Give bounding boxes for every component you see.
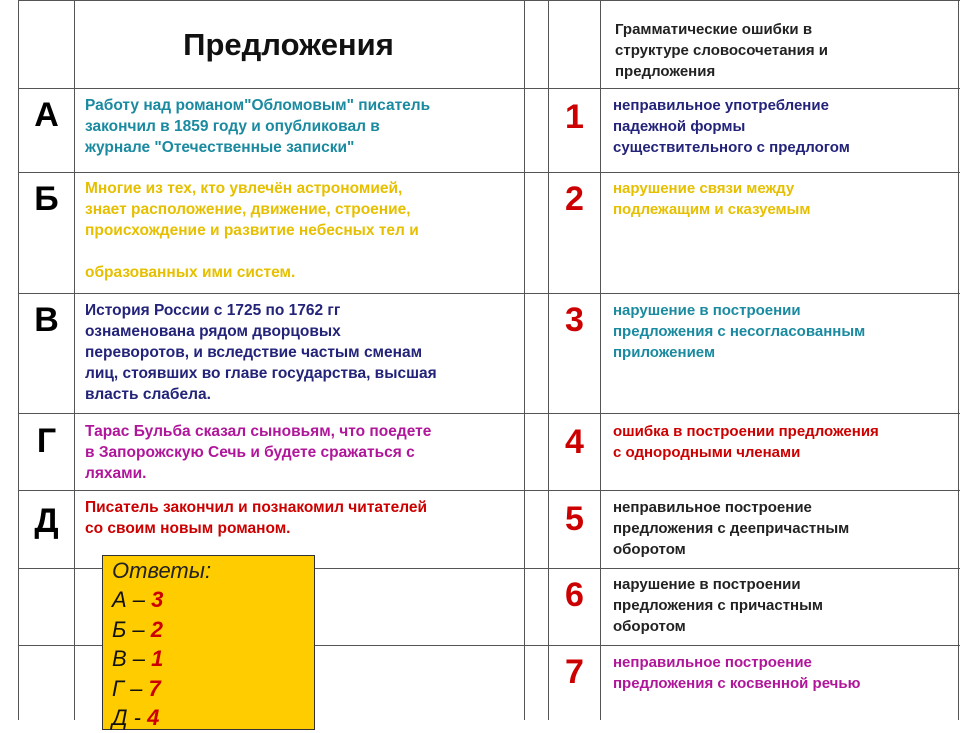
error-text: неправильное построение предложения с деепричастным оборотом [613, 499, 850, 558]
sentence-text: Писатель закончил и познакомил читателей со своим новым романом. [85, 499, 428, 537]
error-number: 7 [565, 652, 584, 691]
error-number: 3 [565, 300, 584, 339]
answer-item [112, 615, 314, 645]
error-text: нарушение в построении предложения с причастным оборотом [613, 576, 824, 635]
sentence-letter: А [34, 95, 59, 134]
answer-value: 3 [151, 587, 164, 612]
answer-item [112, 703, 314, 733]
error-text: неправильное употребление падежной формы существительного с предлогом [613, 97, 850, 156]
answer-item [112, 585, 314, 615]
sentence-text: Работу над романом"Обломовым" писатель закончил в 1859 году и опубликовал в журнале "Отечественные записки" [85, 97, 431, 156]
sentence-text: Многие из тех, кто увлечён астрономией, знает расположение, движение, строение, происхождение и развитие небесных тел и образованных ими систем. [85, 180, 419, 281]
error-text: ошибка в построении предложения с однородными членами [613, 423, 879, 461]
grid-line [958, 0, 959, 720]
sentences-header: Предложения [183, 26, 394, 62]
sentence-letter: В [34, 300, 59, 339]
grid-line [18, 413, 960, 414]
grid-line [18, 172, 960, 173]
grid-line [18, 293, 960, 294]
grid-line [18, 88, 960, 89]
answer-letter: Г – [112, 675, 143, 701]
sentence-letter: Г [36, 421, 57, 460]
answer-letter: Д - [112, 705, 141, 730]
grid-line [524, 0, 525, 720]
error-text: нарушение в построении предложения с несогласованным приложением [613, 302, 866, 361]
sentence-letter: Д [34, 501, 59, 540]
grid-line [18, 490, 960, 491]
sentence-letter: Б [34, 179, 59, 218]
answer-item [112, 644, 314, 674]
answer-value: 4 [147, 705, 160, 730]
error-text: нарушение связи между подлежащим и сказуемым [613, 180, 811, 218]
sentence-text: История России с 1725 по 1762 гг ознаменована рядом дворцовых переворотов, и вследствие частым сменам лиц, стоявших во главе государства, высшая власть слабела. [85, 302, 437, 403]
error-number: 6 [565, 575, 584, 614]
errors-header: Грамматические ошибки в структуре словосочетания и предложения [615, 21, 828, 80]
answer-letter: В – [112, 646, 146, 671]
answer-item [112, 674, 314, 704]
error-number: 4 [565, 422, 584, 461]
error-number: 1 [565, 97, 584, 136]
error-text: неправильное построение предложения с косвенной речью [613, 654, 861, 692]
answer-letter: Б – [112, 616, 145, 642]
answer-value: 2 [150, 616, 164, 642]
sentence-text: Тарас Бульба сказал сыновьям, что поедете в Запорожскую Сечь и будете сражаться с ляхами. [85, 423, 432, 482]
error-number: 5 [565, 499, 584, 538]
answer-value: 1 [151, 646, 164, 671]
answers-box [102, 555, 315, 730]
answer-value: 7 [148, 675, 161, 701]
answers-title: Ответы: [112, 558, 212, 583]
error-number: 2 [565, 179, 584, 218]
answer-letter: А – [112, 587, 146, 612]
